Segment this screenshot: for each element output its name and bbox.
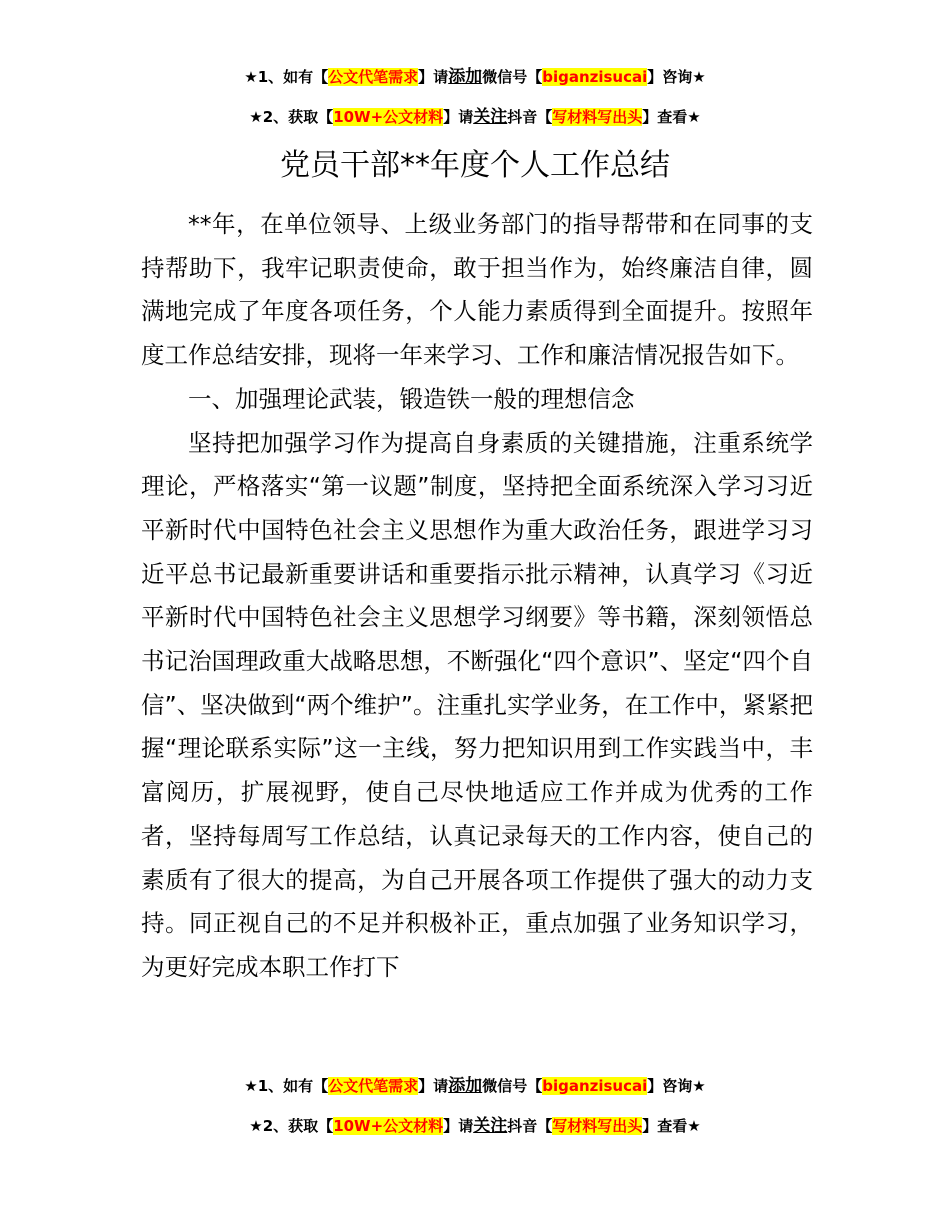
promo-highlight-wechat-id: biganzisucai [542, 1077, 648, 1095]
header-promo-line-1 [0, 66, 950, 88]
promo-prefix: ★2、获取【 [249, 1117, 334, 1135]
footer-promo-line-1 [0, 1075, 950, 1097]
promo-text: 】请 [443, 108, 474, 126]
promo-highlight-materials: 10W+公文材料 [333, 108, 444, 126]
promo-text: 】请 [418, 1077, 449, 1095]
footer-promo-line-2 [0, 1115, 950, 1137]
document-title: 党员干部**年度个人工作总结 [280, 148, 670, 183]
promo-suffix: 】咨询★ [647, 1077, 706, 1095]
promo-highlight-materials: 10W+公文材料 [333, 1117, 444, 1135]
promo-prefix: ★1、如有【 [244, 68, 329, 86]
promo-suffix: 】咨询★ [647, 68, 706, 86]
promo-highlight-service: 公文代笔需求 [328, 68, 419, 86]
promo-suffix: 】查看★ [642, 108, 701, 126]
promo-text: 】请 [443, 1117, 474, 1135]
promo-emphasis: 关注 [473, 107, 508, 127]
promo-text: 抖音【 [507, 108, 553, 126]
promo-suffix: 】查看★ [642, 1117, 701, 1135]
section-heading: 一、加强理论武装，锻造铁一般的理想信念 [188, 384, 635, 413]
promo-emphasis: 添加 [448, 67, 483, 87]
promo-text: 】请 [418, 68, 449, 86]
intro-paragraph: **年，在单位领导、上级业务部门的指导帮带和在同事的支持帮助下，我牢记职责使命，敢于担当作为，始终廉洁自律，圆满地完成了年度各项任务，个人能力素质得到全面提升。按照年度工作总结安排，现将一年来学习、工作和廉洁情况报告如下。 [141, 210, 813, 370]
promo-text: 微信号【 [482, 1077, 543, 1095]
promo-emphasis: 添加 [448, 1076, 483, 1096]
promo-highlight-wechat-id: biganzisucai [542, 68, 648, 86]
promo-text: 抖音【 [507, 1117, 553, 1135]
promo-emphasis: 关注 [473, 1116, 508, 1136]
promo-prefix: ★2、获取【 [249, 108, 334, 126]
body-paragraph: 坚持把加强学习作为提高自身素质的关键措施，注重系统学理论，严格落实“第一议题”制度，坚持把全面系统深入学习习近平新时代中国特色社会主义思想作为重大政治任务，跟进学习习近平总书记最新重要讲话和重要指示批示精神，认真学习《习近平新时代中国特色社会主义思想学习纲要》等书籍，深刻领悟总书记治国理政重大战略思想，不断强化“四个意识”、坚定“四个自信”、坚决做到“两个维护”。注重扎实学业务，在工作中，紧紧把握“理论联系实际”这一主线，努力把知识用到工作实践当中，丰富阅历，扩展视野，使自己尽快地适应工作并成为优秀的工作者，坚持每周写工作总结，认真记录每天的工作内容，使自己的素质有了很大的提高，为自己开展各项工作提供了强大的动力支持。同正视自己的不足并积极补正，重点加强了业务知识学习，为更好完成本职工作打下 [141, 428, 813, 981]
document-body [141, 203, 813, 990]
promo-prefix: ★1、如有【 [244, 1077, 329, 1095]
promo-highlight-douyin-account: 写材料写出头 [552, 108, 643, 126]
header-promo-line-2 [0, 106, 950, 128]
promo-highlight-service: 公文代笔需求 [328, 1077, 419, 1095]
promo-highlight-douyin-account: 写材料写出头 [552, 1117, 643, 1135]
promo-text: 微信号【 [482, 68, 543, 86]
